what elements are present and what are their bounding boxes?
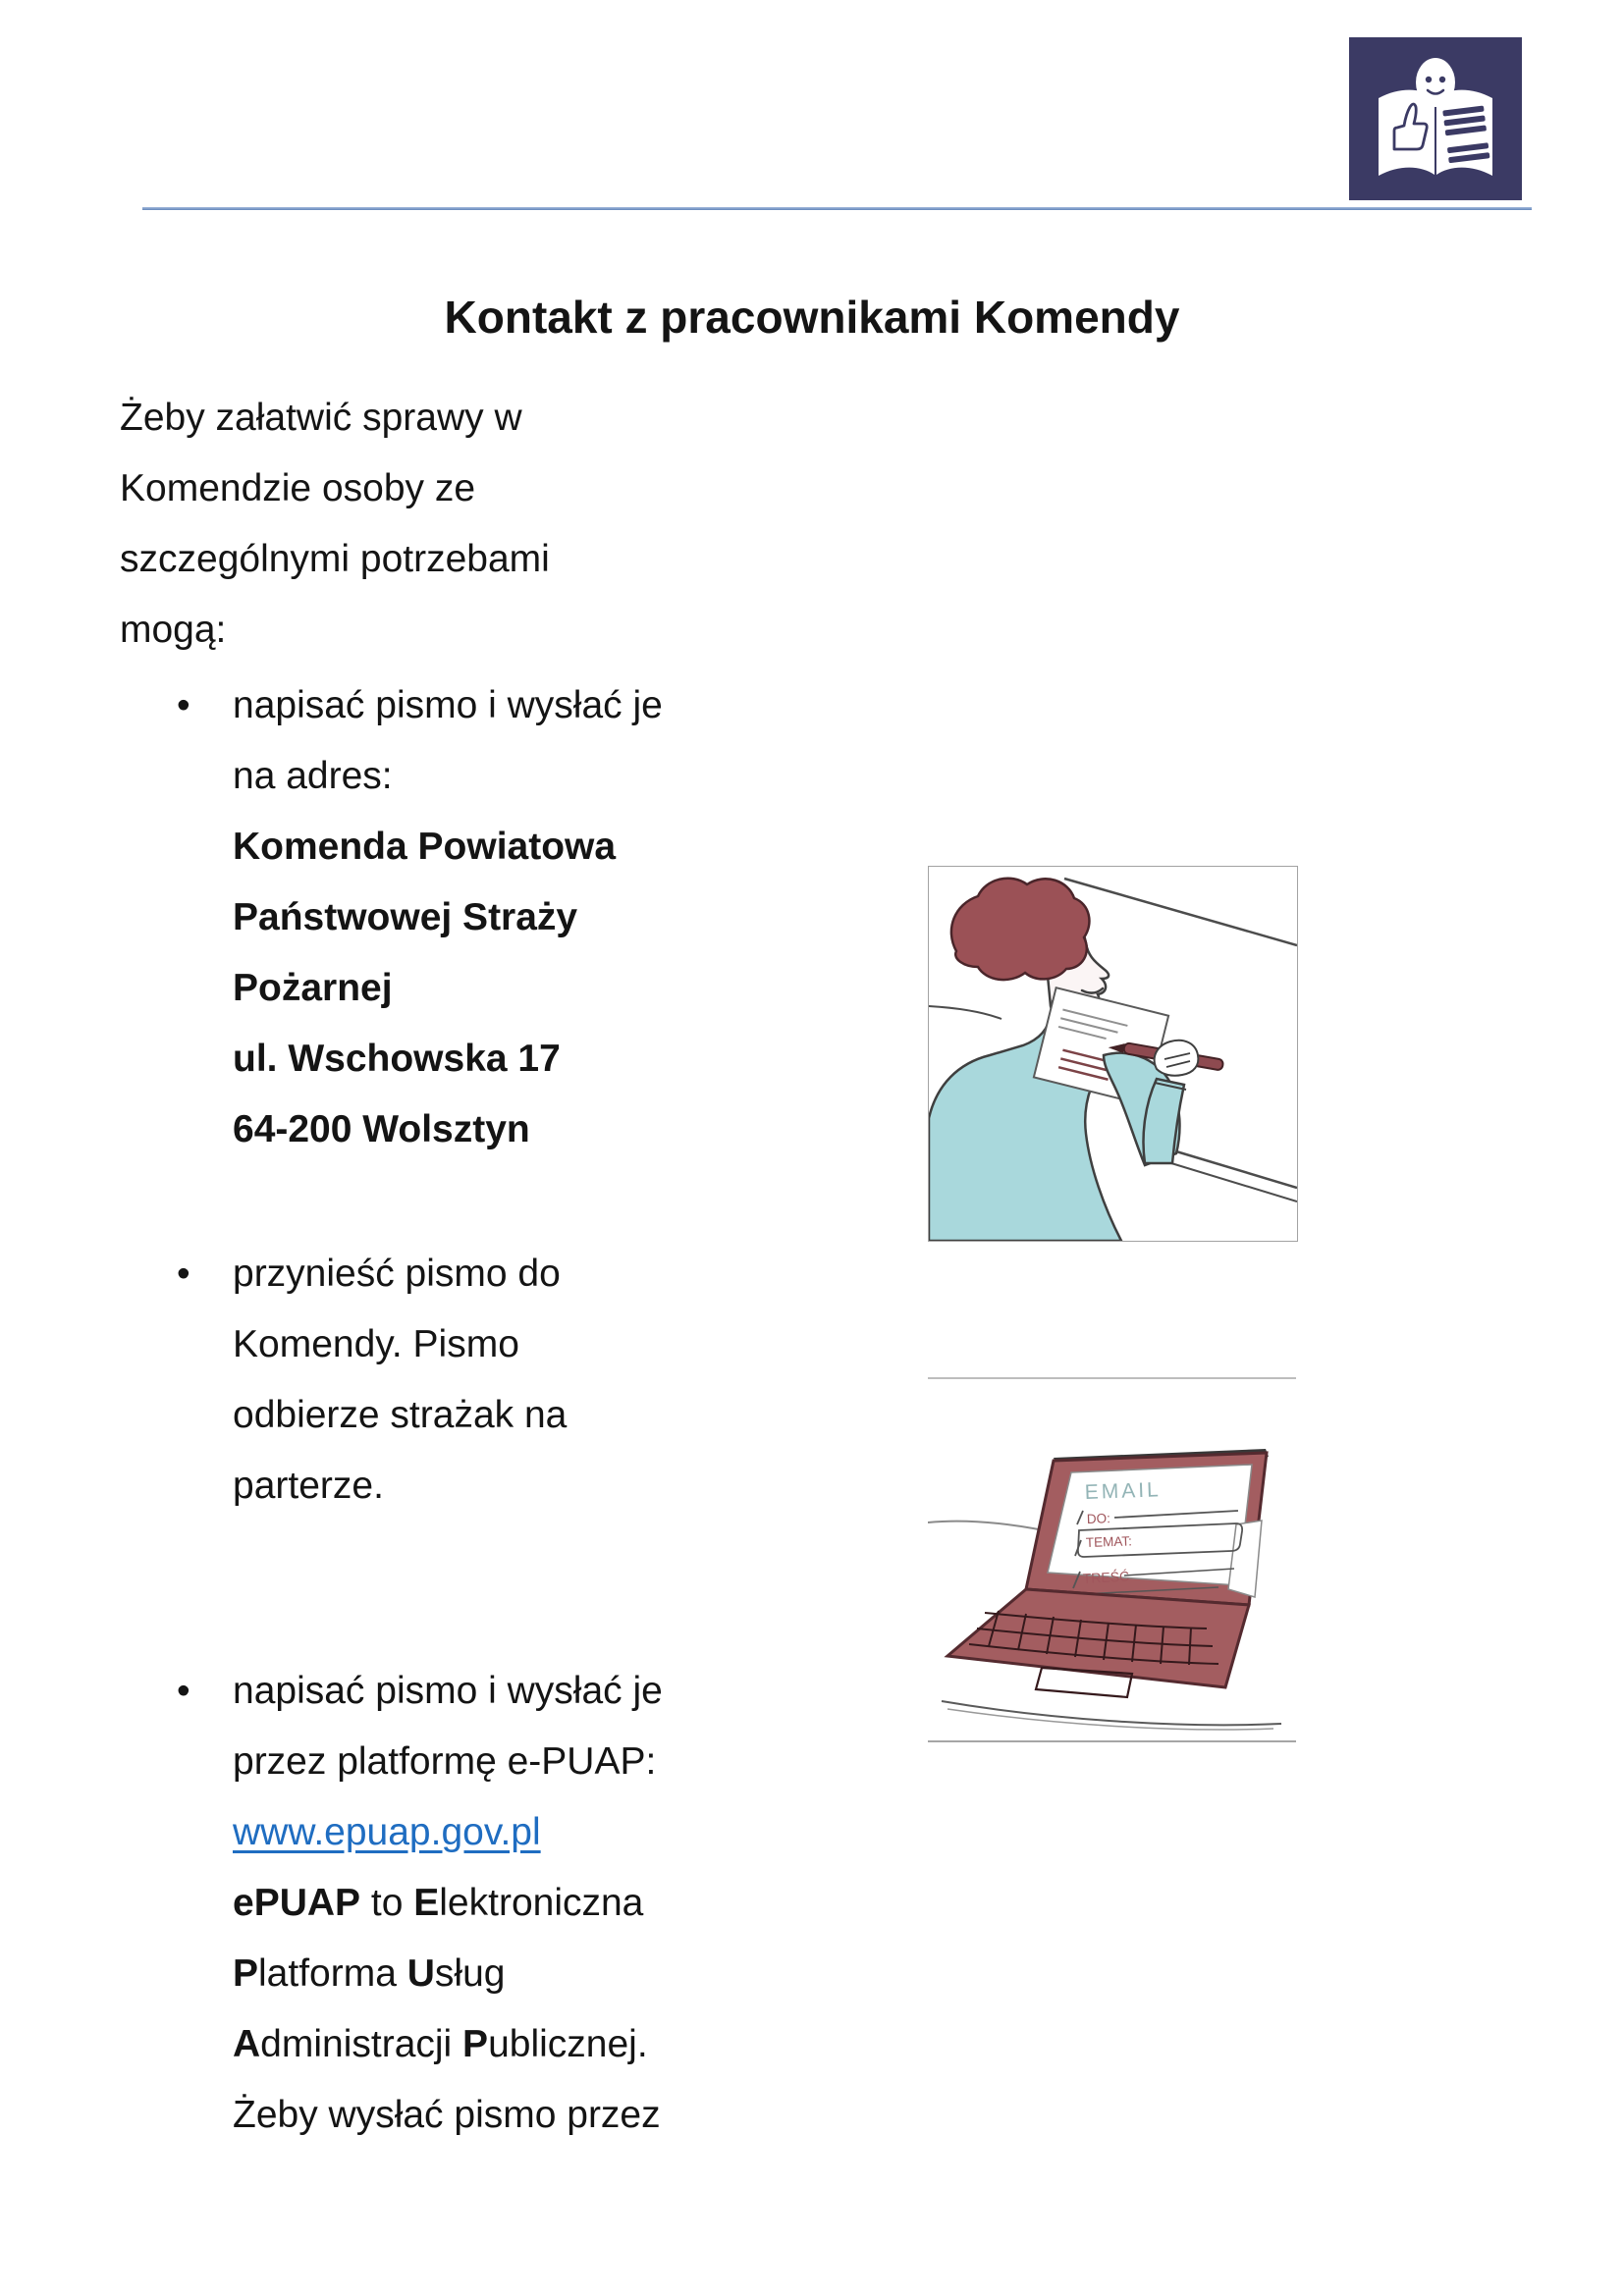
bold-text: ul. Wschowska 17: [233, 1038, 561, 1080]
bold-text: P: [462, 2023, 489, 2065]
bullet-write-letter-post-line-5: [233, 953, 663, 1024]
bullet-write-letter-post-line-2: [233, 741, 663, 812]
bullet-epuap-line-4: [233, 1868, 663, 1939]
bullet-epuap-line-2: [233, 1727, 663, 1797]
bold-text: ePUAP: [233, 1882, 361, 1924]
text: sług: [434, 1952, 506, 1995]
bullet-write-letter-post-line-6: [233, 1024, 663, 1095]
bullet-epuap-line-6: [233, 2009, 663, 2080]
bold-text: U: [406, 1952, 435, 1995]
intro-paragraph: [120, 383, 550, 666]
bold-text: P: [233, 1952, 259, 1995]
person-writing-letter-illustration: [928, 866, 1298, 1242]
laptop-email-icon: [928, 1379, 1296, 1740]
bullet-marker: •: [177, 1253, 190, 1295]
bullet-write-letter-post-line-1: [233, 670, 663, 741]
bold-text: Pożarnej: [233, 967, 393, 1009]
bullet-marker: •: [177, 684, 190, 726]
bullet-bring-letter-line-2: [233, 1309, 567, 1380]
intro-line-4: mogą:: [120, 609, 227, 651]
bullet-bring-letter-line-4: [233, 1451, 567, 1522]
bold-text: A: [233, 2023, 261, 2065]
text: na adres:: [233, 755, 393, 797]
text: dministracji: [260, 2023, 463, 2065]
text: parterze.: [233, 1465, 384, 1507]
text: to: [360, 1882, 414, 1924]
intro-line-1: Żeby załatwić sprawy w: [120, 397, 522, 439]
person-writing-letter-icon: [929, 867, 1297, 1241]
bullet-write-letter-post-line-7: [233, 1095, 663, 1165]
email-body-label: TREŚĆ: [1082, 1568, 1130, 1586]
intro-line-2: Komendzie osoby ze: [120, 467, 476, 509]
email-label: EMAIL: [1084, 1478, 1163, 1504]
text: Komendy. Pismo: [233, 1323, 519, 1365]
text: napisać pismo i wysłać je: [233, 684, 663, 726]
intro-line-3: szczególnymi potrzebami: [120, 538, 550, 580]
email-subject-label: TEMAT:: [1085, 1533, 1133, 1550]
text: latforma: [258, 1952, 407, 1995]
bullet-bring-letter: [177, 1239, 568, 1522]
text: napisać pismo i wysłać je: [233, 1670, 663, 1712]
bullet-epuap-line-3: [233, 1797, 663, 1868]
text: przynieść pismo do: [233, 1253, 561, 1295]
easy-read-logo-icon: [1349, 37, 1522, 200]
email-to-label: DO:: [1086, 1511, 1111, 1526]
text: odbierze strażak na: [233, 1394, 568, 1436]
bullet-epuap-line-1: [233, 1656, 663, 1727]
bold-text: 64-200 Wolsztyn: [233, 1108, 530, 1150]
header-divider: [142, 207, 1532, 210]
bullet-write-letter-post: [177, 670, 663, 1165]
page-title: Kontakt z pracownikami Komendy: [444, 292, 1180, 343]
bullet-marker: •: [177, 1670, 190, 1712]
easy-to-read-logo: [1349, 37, 1522, 200]
bullet-bring-letter-line-1: [233, 1239, 567, 1309]
laptop-email-illustration: [928, 1377, 1296, 1742]
text: ublicznej.: [488, 2023, 648, 2065]
text: lektroniczna: [439, 1882, 644, 1924]
epuap-link[interactable]: www.epuap.gov.pl: [233, 1811, 541, 1853]
bullet-epuap-line-7: [233, 2080, 663, 2151]
bold-text: Komenda Powiatowa: [233, 826, 617, 868]
bullet-epuap-line-5: [233, 1939, 663, 2009]
bullet-write-letter-post-line-4: [233, 882, 663, 953]
text: Żeby wysłać pismo przez: [233, 2094, 661, 2136]
bold-text: E: [413, 1882, 440, 1924]
bold-text: Państwowej Straży: [233, 896, 578, 938]
bullet-epuap: [177, 1656, 663, 2151]
text: przez platformę e-PUAP:: [233, 1740, 657, 1783]
bullet-write-letter-post-line-3: [233, 812, 663, 882]
bullet-bring-letter-line-3: [233, 1380, 567, 1451]
